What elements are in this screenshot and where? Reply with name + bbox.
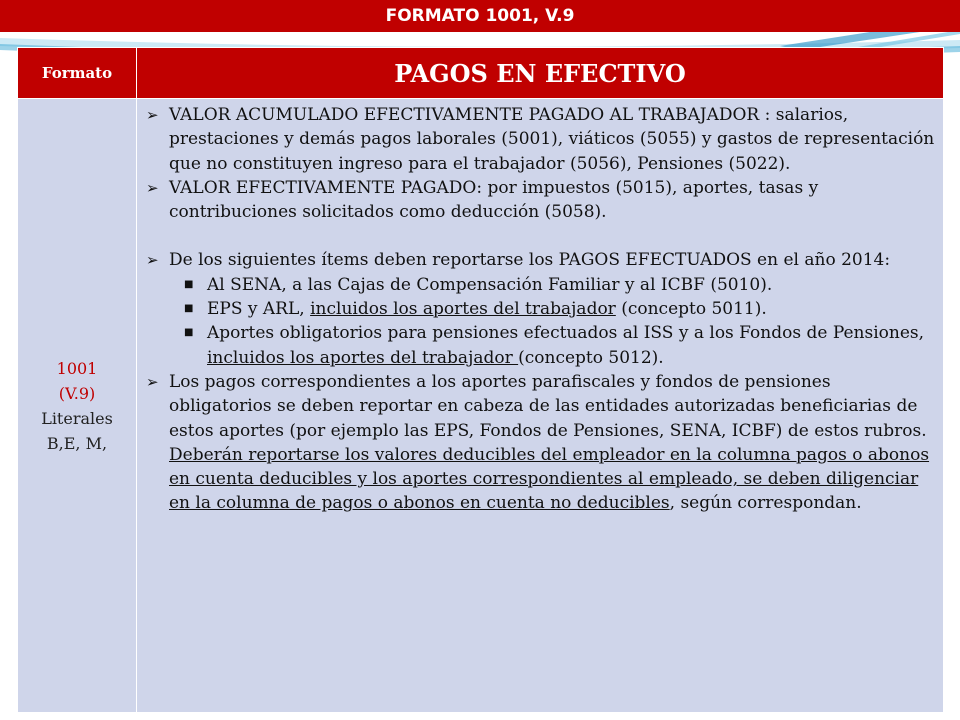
format-version: (V.9) xyxy=(58,383,96,403)
item-text: Al SENA, a las Cajas de Compensación Familiar y al ICBF (5010). xyxy=(207,274,773,295)
square-bullet-icon: ■ xyxy=(184,278,194,290)
square-bullet-icon: ■ xyxy=(184,303,194,315)
arrow-bullet-icon: ➢ xyxy=(146,372,159,391)
slide-title: FORMATO 1001, V.9 xyxy=(385,6,575,26)
sub-list-item xyxy=(139,297,935,321)
literales-values: B,E, M, xyxy=(46,433,108,453)
item-text: Los pagos correspondientes a los aportes parafiscales y fondos de pensiones obligatorios se deben reportar en cabeza de las entidades autorizadas beneficiarias de estos aportes (por ejemplo las EPS, Fondos de Pensiones, SENA, ICBF) de estos rubros. xyxy=(169,371,927,441)
arrow-bullet-icon: ➢ xyxy=(146,178,159,197)
item-text: VALOR ACUMULADO EFECTIVAMENTE PAGADO AL TRABAJADOR : salarios, prestaciones y demás pagos laborales (5001), viáticos (5055) y gastos de representación que no constituyen ingreso para el trabajador (5056), Pensiones (5022). xyxy=(169,105,935,174)
list-item xyxy=(139,248,935,272)
format-header-cell xyxy=(18,48,137,99)
list-item xyxy=(139,370,935,516)
item-text: EPS y ARL, xyxy=(207,299,311,320)
item-text: Aportes obligatorios para pensiones efectuados al ISS y a los Fondos de Pensiones, xyxy=(207,323,925,344)
slide-title-banner xyxy=(0,0,960,32)
list-item xyxy=(139,176,935,225)
square-bullet-icon: ■ xyxy=(184,327,194,339)
item-text: VALOR EFECTIVAMENTE PAGADO: por impuestos (5015), aportes, tasas y contribuciones solicitados como deducción (5058). xyxy=(169,177,819,223)
underlined-text: incluidos los aportes del trabajador xyxy=(310,299,616,320)
item-text: , según correspondan. xyxy=(669,493,862,514)
list-item xyxy=(139,103,935,176)
item-text: (concepto 5012). xyxy=(518,347,664,368)
content-table xyxy=(17,47,944,713)
sub-list-item xyxy=(139,273,935,297)
underlined-text: incluidos los aportes del trabajador xyxy=(207,347,519,368)
format-header-label: Formato xyxy=(41,64,113,82)
sub-list-item xyxy=(139,321,935,370)
format-code: 1001 xyxy=(56,358,98,378)
payments-description-cell xyxy=(137,99,944,713)
arrow-bullet-icon: ➢ xyxy=(146,106,159,124)
format-code-cell xyxy=(18,99,137,713)
underlined-text: Deberán reportarse los valores deducibles del empleador en la columna pagos o abonos en cuenta deducibles y los aportes correspondientes al empleado, se deben diligenciar en la columna de pagos o abonos en cuenta no deducibles xyxy=(169,444,930,514)
payments-header-title: PAGOS EN EFECTIVO xyxy=(394,58,686,88)
item-text: De los siguientes ítems deben reportarse los PAGOS EFECTUADOS en el año 2014: xyxy=(169,250,891,271)
literales-label: Literales xyxy=(41,408,113,428)
arrow-bullet-icon: ➢ xyxy=(146,251,159,270)
payments-header-cell xyxy=(137,48,944,99)
item-text: (concepto 5011). xyxy=(615,299,767,320)
